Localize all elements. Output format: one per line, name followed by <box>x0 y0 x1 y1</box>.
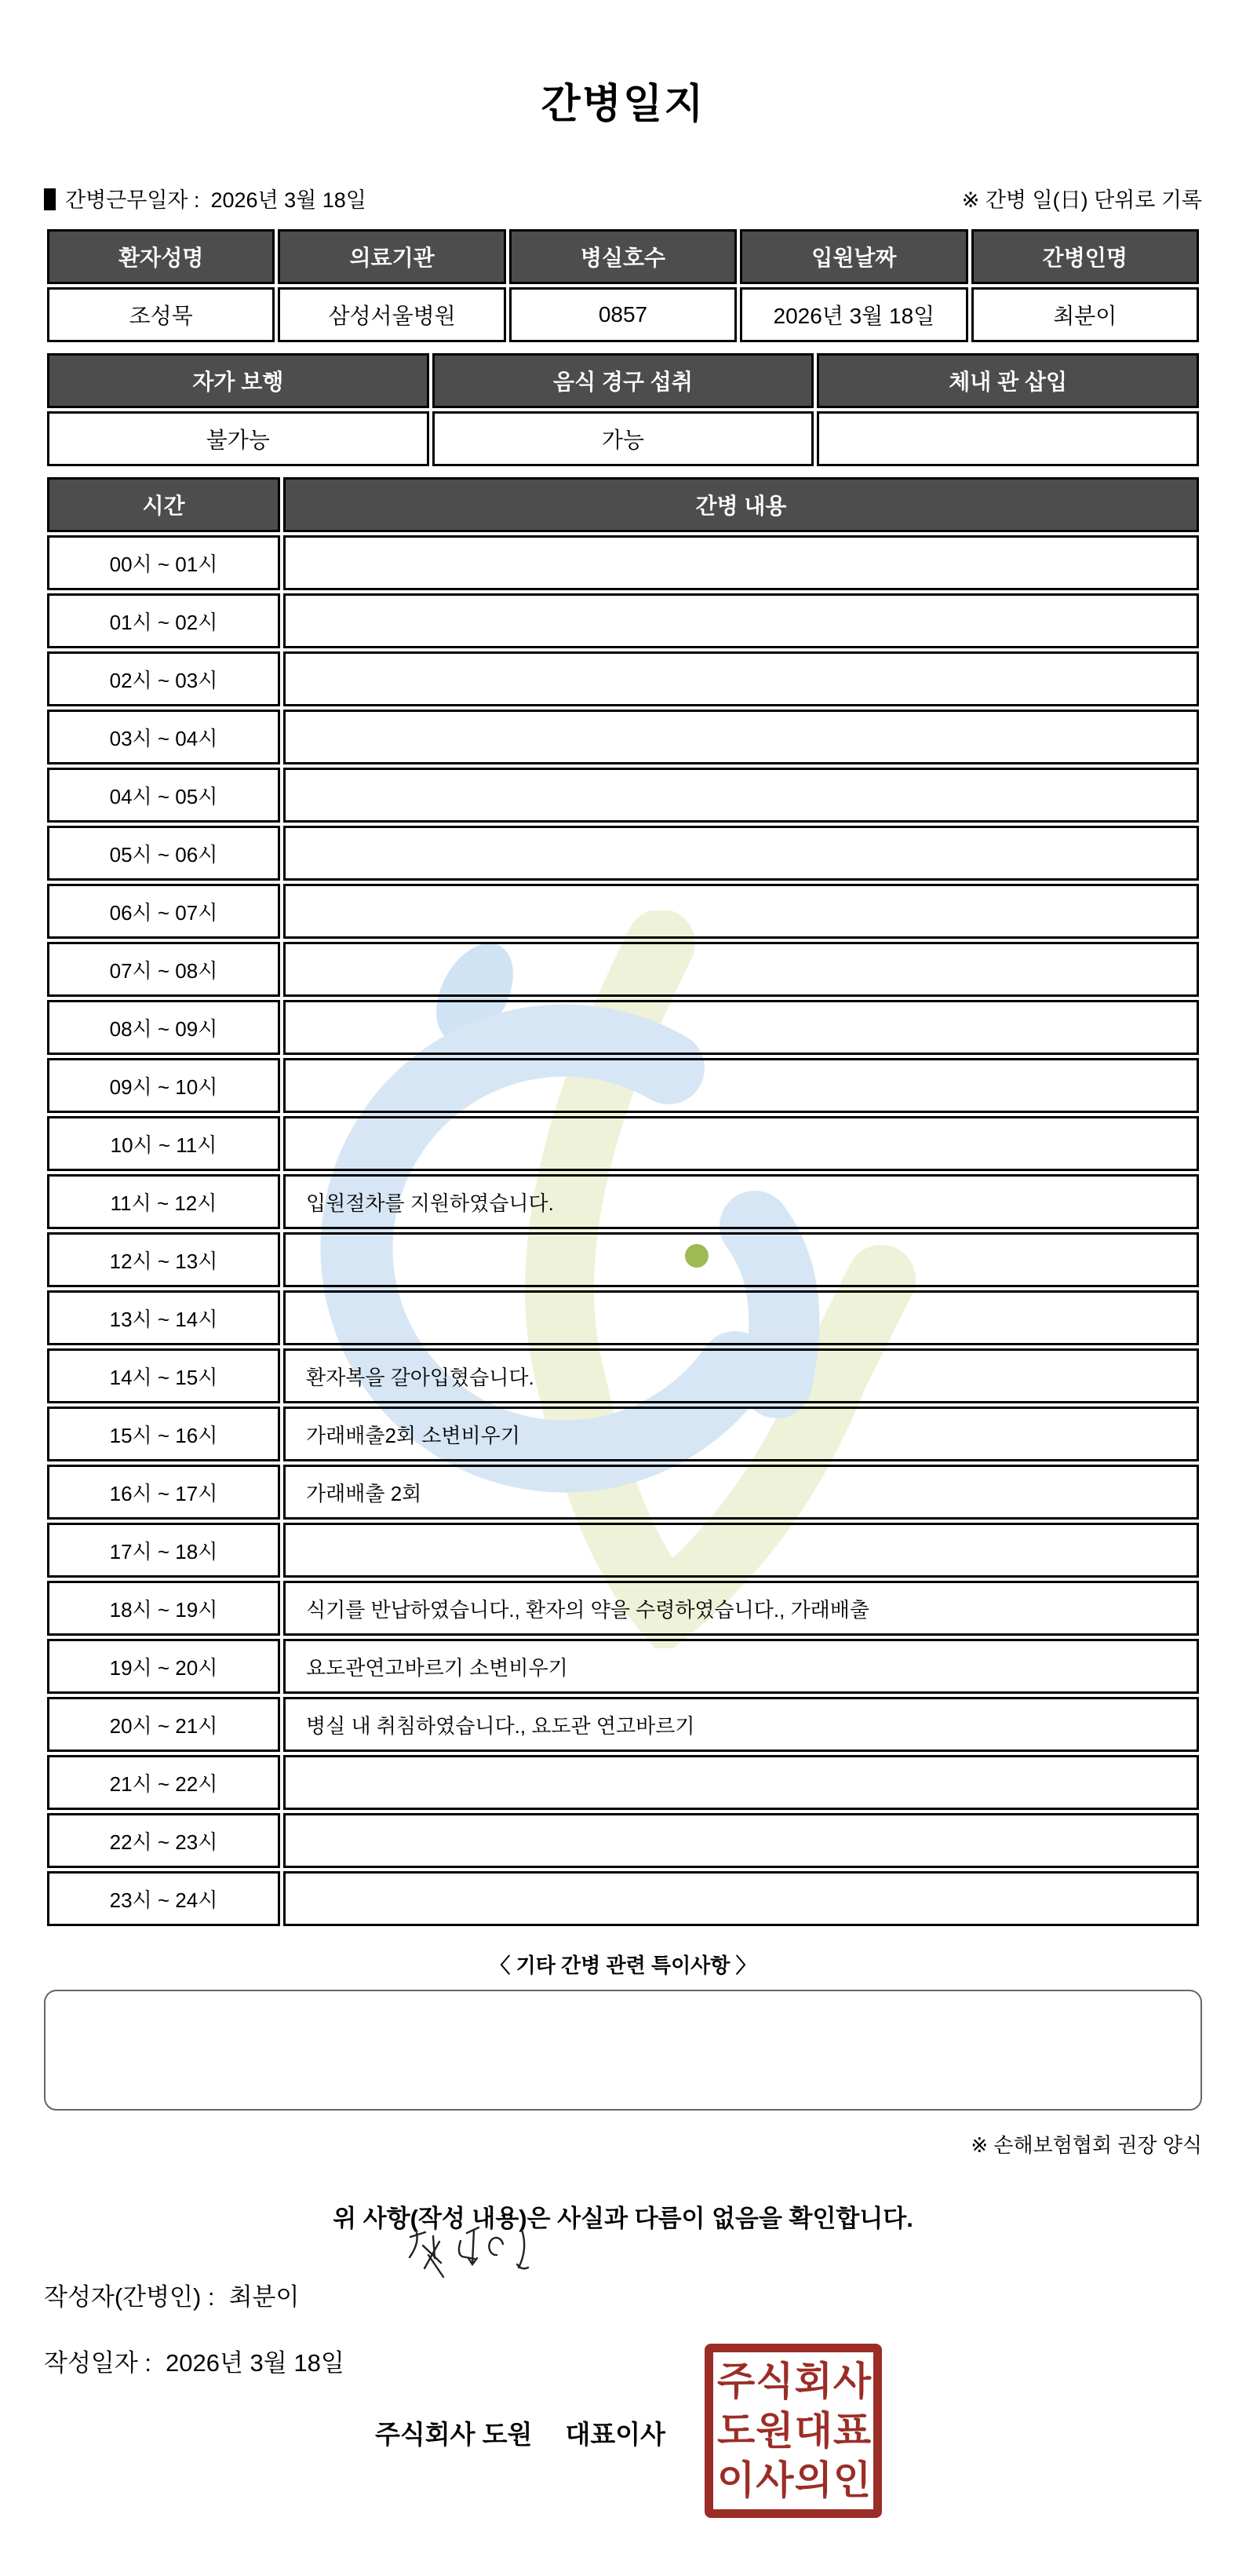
care-log-row <box>47 1232 1199 1287</box>
care-content: 가래배출2회 소변비우기 <box>283 1407 1199 1461</box>
care-log-row <box>47 826 1199 881</box>
time-slot: 21시 ~ 22시 <box>47 1755 280 1810</box>
care-log-row <box>47 535 1199 590</box>
care-content <box>283 535 1199 590</box>
ceo-label: 대표이사 <box>565 2420 665 2449</box>
care-log-row <box>47 1813 1199 1868</box>
care-log-row <box>47 1116 1199 1171</box>
time-slot: 17시 ~ 18시 <box>47 1523 280 1578</box>
care-content: 요도관연고바르기 소변비우기 <box>283 1639 1199 1694</box>
time-slot: 00시 ~ 01시 <box>47 535 280 590</box>
time-slot: 06시 ~ 07시 <box>47 884 280 939</box>
time-slot: 08시 ~ 09시 <box>47 1000 280 1055</box>
record-unit-note: ※ 간병 일(日) 단위로 기록 <box>961 188 1202 212</box>
writer-line <box>44 2282 1202 2312</box>
page-title: 간병일지 <box>541 82 705 127</box>
column-header-institution: 의료기관 <box>278 229 505 284</box>
column-header-oral-intake: 음식 경구 섭취 <box>432 353 814 408</box>
stamp-line: 주식회사 <box>717 2359 873 2403</box>
care-log-row <box>47 710 1199 764</box>
time-slot: 13시 ~ 14시 <box>47 1290 280 1345</box>
tube-insertion-value <box>817 411 1199 466</box>
care-content <box>283 826 1199 881</box>
care-log-table <box>44 474 1202 1929</box>
time-slot: 20시 ~ 21시 <box>47 1697 280 1752</box>
time-slot: 05시 ~ 06시 <box>47 826 280 881</box>
care-log-row <box>47 942 1199 997</box>
corporate-seal-stamp <box>705 2344 882 2518</box>
care-work-date-line <box>44 188 366 213</box>
recommended-form-note: ※ 손해보험협회 권장 양식 <box>971 2133 1202 2157</box>
patient-info-value-row <box>47 287 1199 342</box>
care-log-row <box>47 1058 1199 1113</box>
work-date-value: 2026년 3월 18일 <box>210 188 366 212</box>
stamp-line: 이사의인 <box>717 2458 873 2502</box>
writer-name: 최분이 <box>228 2283 300 2311</box>
company-name: 주식회사 도원 <box>375 2420 533 2449</box>
time-slot: 15시 ~ 16시 <box>47 1407 280 1461</box>
column-header-self-walking: 자가 보행 <box>47 353 429 408</box>
care-log-row <box>47 1523 1199 1578</box>
care-content <box>283 710 1199 764</box>
time-slot: 03시 ~ 04시 <box>47 710 280 764</box>
care-log-row <box>47 1581 1199 1636</box>
black-square-icon <box>44 188 56 210</box>
care-log-row <box>47 768 1199 823</box>
institution-value: 삼성서울병원 <box>278 287 505 342</box>
care-content <box>283 1058 1199 1113</box>
care-content <box>283 1871 1199 1926</box>
time-slot: 23시 ~ 24시 <box>47 1871 280 1926</box>
care-content <box>283 1523 1199 1578</box>
time-slot: 10시 ~ 11시 <box>47 1116 280 1171</box>
care-content: 병실 내 취침하였습니다., 요도관 연고바르기 <box>283 1697 1199 1752</box>
time-slot: 22시 ~ 23시 <box>47 1813 280 1868</box>
patient-status-header-row <box>47 353 1199 408</box>
caregiver-signature <box>404 2224 553 2280</box>
time-slot: 09시 ~ 10시 <box>47 1058 280 1113</box>
care-log-row <box>47 1000 1199 1055</box>
column-header-caregiver-name: 간병인명 <box>971 229 1199 284</box>
work-date-label: 간병근무일자 : <box>65 188 200 212</box>
column-header-room-number: 병실호수 <box>509 229 737 284</box>
write-date-line <box>44 2348 1202 2378</box>
care-log-row <box>47 651 1199 706</box>
care-log-row <box>47 1639 1199 1694</box>
column-header-care-content: 간병 내용 <box>283 477 1199 532</box>
time-slot: 16시 ~ 17시 <box>47 1465 280 1520</box>
info-row <box>44 188 1202 213</box>
oral-intake-value: 가능 <box>432 411 814 466</box>
confirmation-statement: 위 사항(작성 내용)은 사실과 다름이 없음을 확인합니다. <box>333 2205 913 2232</box>
time-slot: 07시 ~ 08시 <box>47 942 280 997</box>
patient-name-value: 조성묵 <box>47 287 275 342</box>
care-content <box>283 884 1199 939</box>
care-log-row <box>47 1871 1199 1926</box>
column-header-time: 시간 <box>47 477 280 532</box>
care-content <box>283 651 1199 706</box>
caregiver-name-value: 최분이 <box>971 287 1199 342</box>
care-content <box>283 1813 1199 1868</box>
care-log-row <box>47 1290 1199 1345</box>
time-slot: 02시 ~ 03시 <box>47 651 280 706</box>
patient-info-header-row <box>47 229 1199 284</box>
self-walking-value: 불가능 <box>47 411 429 466</box>
time-slot: 12시 ~ 13시 <box>47 1232 280 1287</box>
care-content: 환자복을 갈아입혔습니다. <box>283 1348 1199 1403</box>
care-log-row <box>47 1697 1199 1752</box>
notes-section-title: 〈 기타 간병 관련 특이사항 〉 <box>490 1954 756 1977</box>
care-content <box>283 1755 1199 1810</box>
column-header-admission-date: 입원날짜 <box>740 229 967 284</box>
stamp-line: 도원대표 <box>717 2409 873 2453</box>
care-content: 입원절차를 지원하였습니다. <box>283 1174 1199 1229</box>
admission-date-value: 2026년 3월 18일 <box>740 287 967 342</box>
time-slot: 11시 ~ 12시 <box>47 1174 280 1229</box>
care-content: 가래배출 2회 <box>283 1465 1199 1520</box>
time-slot: 19시 ~ 20시 <box>47 1639 280 1694</box>
care-content <box>283 1116 1199 1171</box>
write-date-value: 2026년 3월 18일 <box>166 2349 344 2377</box>
column-header-tube-insertion: 체내 관 삽입 <box>817 353 1199 408</box>
care-log-header-row <box>47 477 1199 532</box>
care-log-row <box>47 593 1199 648</box>
time-slot: 18시 ~ 19시 <box>47 1581 280 1636</box>
care-content <box>283 768 1199 823</box>
time-slot: 14시 ~ 15시 <box>47 1348 280 1403</box>
writer-label: 작성자(간병인) : <box>44 2283 215 2311</box>
time-slot: 01시 ~ 02시 <box>47 593 280 648</box>
patient-info-table <box>44 226 1202 345</box>
patient-status-value-row <box>47 411 1199 466</box>
care-content <box>283 1232 1199 1287</box>
care-log-row <box>47 1407 1199 1461</box>
notes-box <box>44 1990 1202 2111</box>
column-header-patient-name: 환자성명 <box>47 229 275 284</box>
care-content <box>283 1290 1199 1345</box>
care-log-row <box>47 1465 1199 1520</box>
care-content <box>283 593 1199 648</box>
time-slot: 04시 ~ 05시 <box>47 768 280 823</box>
care-log-row <box>47 884 1199 939</box>
care-content <box>283 1000 1199 1055</box>
care-log-row <box>47 1174 1199 1229</box>
company-ceo-line <box>375 2419 665 2450</box>
care-content: 식기를 반납하였습니다., 환자의 약을 수령하였습니다., 가래배출 <box>283 1581 1199 1636</box>
room-number-value: 0857 <box>509 287 737 342</box>
write-date-label: 작성일자 : <box>44 2349 152 2377</box>
patient-status-table <box>44 350 1202 469</box>
care-content <box>283 942 1199 997</box>
care-log-row <box>47 1348 1199 1403</box>
care-log-row <box>47 1755 1199 1810</box>
